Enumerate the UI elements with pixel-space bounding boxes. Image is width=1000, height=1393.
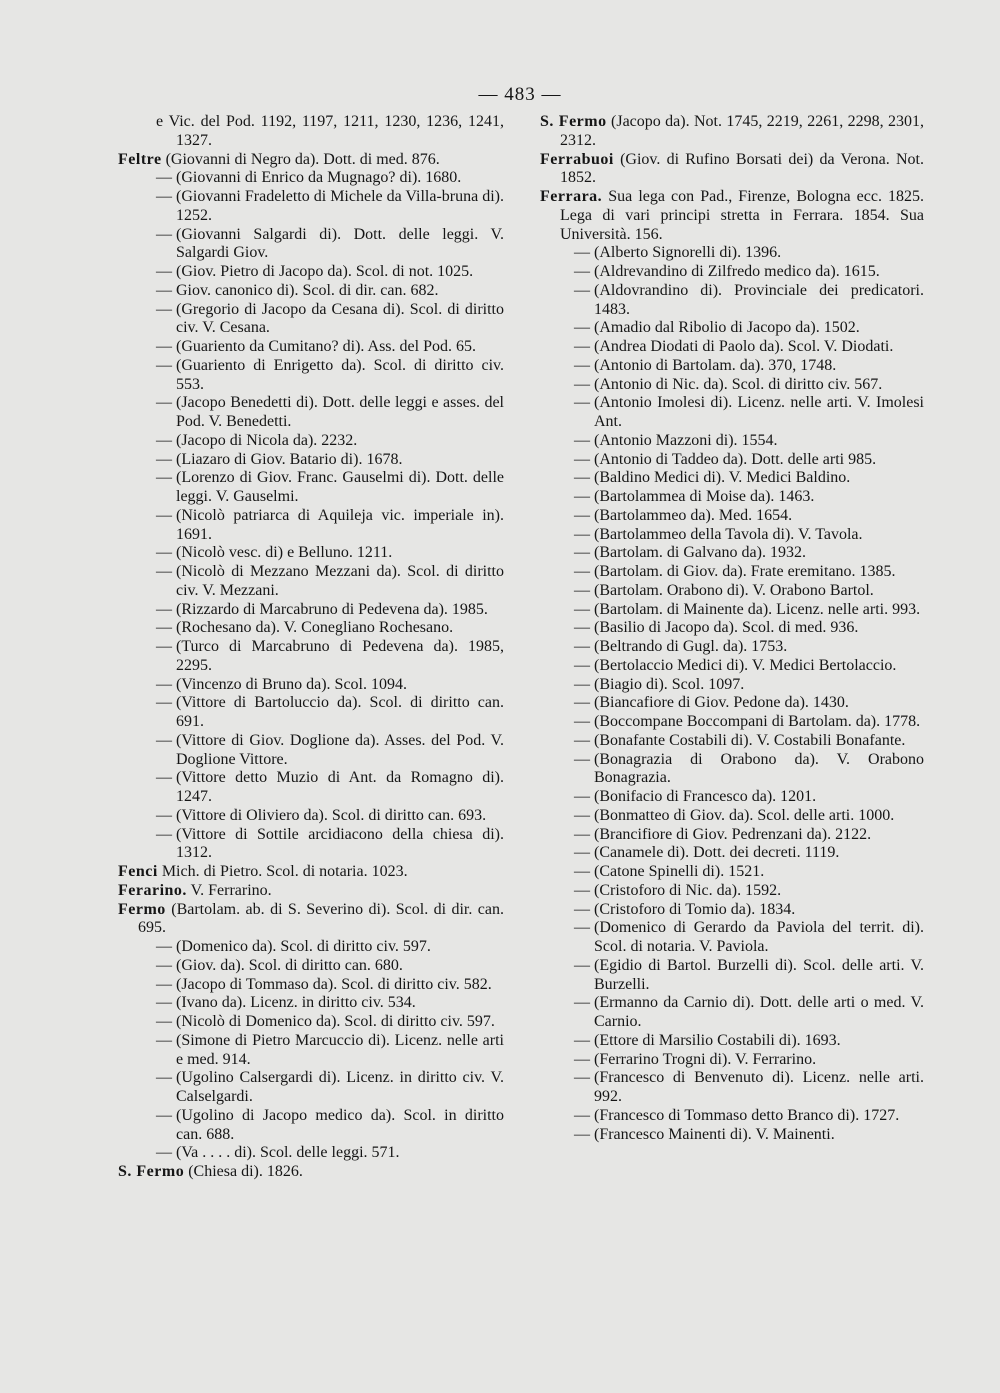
entry-headword: Ferrara. — [540, 188, 603, 205]
sub-entry — [118, 694, 504, 732]
sub-entry — [118, 544, 504, 563]
entry-text: (Jacopo Benedetti di). Dott. delle leggi e asses. del Pod. V. Benedetti. — [176, 394, 504, 430]
entry-text: (Antonio di Nic. da). Scol. di diritto civ. 567. — [594, 375, 883, 393]
sub-entry — [540, 826, 924, 845]
entry-dash: — — [156, 469, 172, 487]
sub-entry — [118, 807, 504, 826]
entry-dash: — — [156, 619, 172, 637]
entry-dash: — — [574, 825, 590, 843]
entry-dash: — — [156, 975, 172, 993]
entry-text: (Egidio di Bartol. Burzelli di). Scol. delle arti. V. Burzelli. — [594, 956, 924, 993]
main-entry — [118, 1163, 504, 1182]
sub-entry — [540, 563, 924, 582]
sub-entry — [540, 1107, 924, 1126]
entry-dash: — — [574, 619, 590, 637]
entry-text: (Rizzardo di Marcabruno di Pedevena da). 1985. — [176, 600, 488, 618]
entry-text: (Bartolam. di Giov. da). Frate eremitano. 1385. — [594, 563, 896, 580]
entry-dash: — — [156, 300, 172, 318]
sub-entry — [118, 676, 504, 695]
sub-entry — [540, 432, 924, 451]
sub-entry — [118, 282, 504, 301]
entry-dash: — — [574, 713, 590, 730]
entry-text: (Giov. Pietro di Jacopo da). Scol. di not. 1025. — [176, 263, 474, 280]
sub-entry — [118, 1032, 504, 1070]
entry-text: (Vittore di Oliviero da). Scol. di diritto can. 693. — [176, 806, 487, 824]
sub-entry — [540, 1069, 924, 1107]
entry-dash: — — [574, 319, 590, 337]
entry-text: (Giov. da). Scol. di diritto can. 680. — [176, 956, 403, 974]
entry-text: (Nicolò di Domenico da). Scol. di diritto civ. 597. — [176, 1013, 495, 1030]
entry-headword: Fenci — [118, 863, 158, 880]
sub-entry — [540, 694, 924, 713]
entry-dash: — — [574, 544, 590, 562]
sub-entry — [540, 657, 924, 676]
sub-entry — [118, 976, 504, 995]
sub-entry — [540, 713, 924, 732]
entry-dash: — — [156, 188, 172, 205]
sub-entry — [118, 957, 504, 976]
entry-dash: — — [574, 244, 590, 262]
entry-text: (Beltrando di Gugl. da). 1753. — [594, 638, 788, 655]
entry-dash: — — [574, 750, 590, 768]
entry-dash: — — [156, 356, 172, 374]
entry-dash: — — [574, 263, 590, 280]
entry-text: (Vittore di Sottile arcidiacono della chiesa di). 1312. — [176, 825, 504, 862]
entry-dash: — — [574, 488, 590, 505]
sub-entry — [540, 526, 924, 545]
entry-text: (Ermanno da Carnio di). Dott. delle arti o med. V. Carnio. — [594, 994, 924, 1030]
sub-entry — [118, 1013, 504, 1032]
entry-dash: — — [574, 1050, 590, 1068]
main-entry — [540, 188, 924, 244]
entry-text: (Gregorio di Jacopo da Cesana di). Scol. di diritto civ. V. Cesana. — [176, 300, 504, 337]
sub-entry — [118, 1144, 504, 1163]
entry-text: V. Ferrarino. — [190, 881, 272, 899]
entry-text: (Brancifiore di Giov. Pedrenzani da). 2122. — [594, 825, 872, 843]
entry-dash: — — [156, 638, 172, 655]
entry-dash: — — [156, 769, 172, 787]
entry-text: (Vittore di Bartoluccio da). Scol. di diritto can. 691. — [176, 694, 504, 730]
entry-text: (Guariento di Enrigetto da). Scol. di diritto civ. 553. — [176, 356, 504, 393]
sub-entry — [540, 619, 924, 638]
sub-entry — [540, 676, 924, 695]
entry-text: (Domenico di Gerardo da Paviola del territ. di). Scol. di notaria. V. Paviola. — [594, 919, 924, 955]
sub-entry — [118, 1107, 504, 1145]
entry-text: (Turco di Marcabruno di Pedevena da). 1985, 2295. — [176, 638, 504, 674]
entry-dash: — — [156, 675, 172, 693]
sub-entry — [540, 919, 924, 957]
entry-text: Giov. canonico di). Scol. di dir. can. 682. — [176, 281, 439, 299]
entry-dash: — — [574, 881, 590, 899]
entry-dash: — — [156, 938, 172, 955]
entry-dash: — — [574, 281, 590, 299]
entry-text: (Bonifacio di Francesco da). 1201. — [594, 788, 817, 805]
entry-dash: — — [574, 694, 590, 712]
entry-text: (Ugolino Calsergardi di). Licenz. in diritto civ. V. Calselgardi. — [176, 1069, 504, 1105]
entry-text: (Andrea Diodati di Paolo da). Scol. V. Diodati. — [594, 338, 894, 355]
sub-entry — [540, 544, 924, 563]
entry-text: (Liazaro di Giov. Batario di). 1678. — [176, 450, 403, 468]
entry-text: (Aldovrandino di). Provinciale dei predicatori. 1483. — [594, 281, 924, 318]
sub-entry — [540, 469, 924, 488]
entry-dash: — — [156, 169, 172, 187]
entry-dash: — — [574, 356, 590, 374]
sub-entry — [118, 169, 504, 188]
entry-dash: — — [574, 656, 590, 674]
entry-dash: — — [156, 263, 172, 280]
sub-entry — [540, 957, 924, 995]
sub-entry — [540, 582, 924, 601]
entry-dash: — — [574, 900, 590, 918]
entry-text: (Antonio Mazzoni di). 1554. — [594, 431, 778, 449]
sub-entry — [540, 732, 924, 751]
entry-text: (Lorenzo di Giov. Franc. Gauselmi di). Dott. delle leggi. V. Gauselmi. — [176, 469, 504, 505]
sub-entry — [118, 394, 504, 432]
entry-text: (Catone Spinelli di). 1521. — [594, 863, 765, 880]
main-entry — [540, 151, 924, 189]
entry-dash: — — [156, 338, 172, 355]
entry-text: (Ettore di Marsilio Costabili di). 1693. — [594, 1031, 841, 1049]
entry-dash: — — [156, 394, 172, 412]
entry-text: (Basilio di Jacopo da). Scol. di med. 936. — [594, 619, 859, 637]
entry-headword: Fermo — [118, 900, 166, 918]
entry-dash: — — [574, 1125, 590, 1143]
sub-entry — [540, 901, 924, 920]
entry-dash: — — [156, 506, 172, 524]
entry-dash: — — [156, 1031, 172, 1049]
sub-entry — [118, 188, 504, 226]
entry-text: (Biagio di). Scol. 1097. — [594, 675, 745, 693]
entry-text: (Bartolam. Orabono di). V. Orabono Bartol. — [594, 581, 874, 599]
entry-headword: S. Fermo — [118, 1163, 185, 1180]
entry-text: (Ugolino di Jacopo medico da). Scol. in diritto can. 688. — [176, 1106, 504, 1143]
sub-entry — [540, 1126, 924, 1145]
main-entry — [540, 113, 924, 151]
entry-text: (Bartolam. di Galvano da). 1932. — [594, 544, 806, 562]
sub-entry — [118, 338, 504, 357]
entry-dash: — — [574, 994, 590, 1012]
entry-text: (Bonagrazia di Orabono da). V. Orabono Bonagrazia. — [594, 750, 924, 787]
entry-dash: — — [574, 394, 590, 412]
entry-text: (Boccompane Boccompani di Bartolam. da). 1778. — [594, 713, 921, 730]
entry-text: (Alberto Signorelli di). 1396. — [594, 244, 782, 262]
entry-text: (Francesco di Benvenuto di). Licenz. nelle arti. 992. — [594, 1069, 924, 1105]
sub-entry — [118, 994, 504, 1013]
entry-dash: — — [156, 956, 172, 974]
sub-entry — [118, 507, 504, 545]
entry-text: (Jacopo da). Not. 1745, 2219, 2261, 2298, 2301, 2312. — [560, 113, 925, 149]
entry-text: (Antonio Imolesi di). Licenz. nelle arti. V. Imolesi Ant. — [594, 394, 924, 430]
entry-text: (Vittore detto Muzio di Ant. da Romagno di). 1247. — [176, 769, 504, 805]
entry-dash: — — [156, 1144, 172, 1162]
main-entry — [118, 863, 504, 882]
entry-text: (Vittore di Giov. Doglione da). Asses. del Pod. V. Doglione Vittore. — [176, 731, 504, 768]
entry-text: (Bertolaccio Medici di). V. Medici Bertolaccio. — [594, 656, 897, 674]
left-column — [118, 113, 504, 1182]
sub-entry — [540, 1051, 924, 1070]
sub-entry — [540, 263, 924, 282]
entry-dash: — — [156, 600, 172, 618]
entry-dash: — — [156, 694, 172, 712]
entry-text: (Francesco Mainenti di). V. Mainenti. — [594, 1125, 835, 1143]
entry-text: (Amadio dal Ribolio di Jacopo da). 1502. — [594, 319, 860, 337]
entry-headword: Feltre — [118, 150, 162, 168]
entry-text: (Antonio di Bartolam. da). 370, 1748. — [594, 356, 837, 374]
entry-text: (Biancafiore di Giov. Pedone da). 1430. — [594, 694, 849, 712]
entry-dash: — — [156, 225, 172, 243]
sub-entry — [118, 826, 504, 864]
sub-entry — [118, 226, 504, 264]
entry-dash: — — [156, 431, 172, 449]
entry-text: (Vincenzo di Bruno da). Scol. 1094. — [176, 675, 407, 693]
entry-text: Mich. di Pietro. Scol. di notaria. 1023. — [161, 863, 408, 880]
entry-dash: — — [574, 1106, 590, 1124]
main-entry — [118, 882, 504, 901]
entry-dash: — — [574, 863, 590, 880]
entry-dash: — — [574, 375, 590, 393]
sub-entry — [540, 601, 924, 620]
entry-dash: — — [574, 506, 590, 524]
entry-dash: — — [574, 1031, 590, 1049]
sub-entry — [540, 844, 924, 863]
sub-entry — [118, 938, 504, 957]
entry-headword: Ferrabuoi — [540, 150, 614, 168]
entry-text: (Ivano da). Licenz. in diritto civ. 534. — [176, 994, 416, 1012]
sub-entry — [540, 357, 924, 376]
entry-text: (Giovanni di Negro da). Dott. di med. 876. — [165, 150, 440, 168]
entry-dash: — — [574, 788, 590, 805]
entry-text: (Chiesa di). 1826. — [188, 1163, 303, 1180]
entry-text: (Baldino Medici di). V. Medici Baldino. — [594, 469, 851, 487]
entry-dash: — — [574, 844, 590, 862]
entry-text: (Domenico da). Scol. di diritto civ. 597. — [176, 938, 431, 955]
entry-text: (Giovanni Salgardi di). Dott. delle leggi. V. Salgardi Giov. — [176, 225, 504, 262]
entry-dash: — — [156, 1013, 172, 1030]
entry-dash: — — [574, 806, 590, 824]
entry-text: (Bartolammeo da). Med. 1654. — [594, 506, 793, 524]
entry-text: (Ferrarino Trogni di). V. Ferrarino. — [594, 1050, 817, 1068]
page-number: — 483 — — [478, 84, 562, 105]
sub-entry — [118, 432, 504, 451]
entry-text: (Antonio di Taddeo da). Dott. delle arti 985. — [594, 450, 877, 468]
sub-entry — [118, 769, 504, 807]
sub-entry — [540, 319, 924, 338]
entry-dash: — — [574, 525, 590, 543]
entry-dash: — — [574, 581, 590, 599]
entry-dash: — — [574, 919, 590, 937]
main-entry — [118, 901, 504, 939]
entry-dash: — — [156, 450, 172, 468]
entry-text: (Bonmatteo di Giov. da). Scol. delle arti. 1000. — [594, 806, 895, 824]
entry-dash: — — [574, 638, 590, 655]
entry-dash: — — [156, 544, 172, 562]
sub-entry — [540, 1032, 924, 1051]
entry-text: (Bartolam. ab. di S. Severino di). Scol. di dir. can. 695. — [138, 900, 505, 937]
continued-entry — [118, 113, 504, 151]
entry-dash: — — [574, 956, 590, 974]
sub-entry — [118, 451, 504, 470]
entry-text: Sua lega con Pad., Firenze, Bologna ecc. 1825. Lega di vari principi stretta in Ferrara. 1854. Sua Università. 156. — [560, 188, 925, 243]
entry-text: (Aldrevandino di Zilfredo medico da). 1615. — [594, 263, 880, 280]
main-entry — [118, 151, 504, 170]
sub-entry — [540, 863, 924, 882]
entry-dash: — — [574, 675, 590, 693]
entry-text: (Giovanni Fradeletto di Michele da Villa-bruna di). 1252. — [176, 188, 504, 224]
sub-entry — [118, 563, 504, 601]
sub-entry — [540, 807, 924, 826]
entry-dash: — — [574, 600, 590, 618]
sub-entry — [540, 994, 924, 1032]
entry-text: (Nicolò di Mezzano Mezzani da). Scol. di diritto civ. V. Mezzani. — [176, 563, 504, 599]
sub-entry — [540, 338, 924, 357]
sub-entry — [118, 301, 504, 339]
sub-entry — [118, 619, 504, 638]
entry-dash: — — [574, 1069, 590, 1087]
entry-text: (Nicolò patriarca di Aquileja vic. imperiale in). 1691. — [176, 506, 504, 543]
entry-dash: — — [156, 806, 172, 824]
entry-text: (Francesco di Tommaso detto Branco di). 1727. — [594, 1106, 900, 1124]
sub-entry — [118, 638, 504, 676]
entry-dash: — — [156, 1069, 172, 1087]
sub-entry — [540, 751, 924, 789]
entry-dash: — — [574, 450, 590, 468]
sub-entry — [540, 788, 924, 807]
entry-dash: — — [156, 731, 172, 749]
sub-entry — [540, 244, 924, 263]
entry-text: (Giov. di Rufino Borsati dei) da Verona. Not. 1852. — [560, 150, 925, 187]
sub-entry — [118, 1069, 504, 1107]
sub-entry — [540, 451, 924, 470]
sub-entry — [118, 263, 504, 282]
sub-entry — [118, 732, 504, 770]
entry-text: (Cristoforo di Nic. da). 1592. — [594, 881, 782, 899]
entry-headword: Ferarino. — [118, 881, 187, 899]
entry-text: (Bonafante Costabili di). V. Costabili Bonafante. — [594, 731, 906, 749]
entry-text: e Vic. del Pod. 1192, 1197, 1211, 1230, 1236, 1241, 1327. — [156, 113, 504, 149]
sub-entry — [540, 376, 924, 395]
sub-entry — [540, 488, 924, 507]
entry-text: (Guariento da Cumitano? di). Ass. del Pod. 65. — [176, 338, 476, 355]
sub-entry — [540, 282, 924, 320]
entry-text: (Va . . . . di). Scol. delle leggi. 571. — [176, 1144, 400, 1162]
entry-text: (Jacopo di Nicola da). 2232. — [176, 431, 358, 449]
entry-headword: S. Fermo — [540, 113, 607, 130]
sub-entry — [540, 882, 924, 901]
entry-dash: — — [574, 431, 590, 449]
entry-dash: — — [574, 469, 590, 487]
entry-dash: — — [156, 563, 172, 580]
entry-dash: — — [574, 563, 590, 580]
sub-entry — [540, 638, 924, 657]
sub-entry — [118, 357, 504, 395]
entry-text: (Canamele di). Dott. dei decreti. 1119. — [594, 844, 840, 862]
sub-entry — [118, 469, 504, 507]
entry-dash: — — [156, 1106, 172, 1124]
sub-entry — [540, 507, 924, 526]
sub-entry — [118, 601, 504, 620]
entry-dash: — — [156, 994, 172, 1012]
entry-dash: — — [574, 731, 590, 749]
entry-text: (Bartolammea di Moise da). 1463. — [594, 488, 815, 505]
entry-text: (Nicolò vesc. di) e Belluno. 1211. — [176, 544, 393, 562]
entry-dash: — — [574, 338, 590, 355]
entry-dash: — — [156, 281, 172, 299]
entry-text: (Bartolammeo della Tavola di). V. Tavola. — [594, 525, 863, 543]
entry-dash: — — [156, 825, 172, 843]
entry-text: (Rochesano da). V. Conegliano Rochesano. — [176, 619, 454, 637]
entry-text: (Jacopo di Tommaso da). Scol. di diritto civ. 582. — [176, 975, 492, 993]
sub-entry — [540, 394, 924, 432]
entry-text: (Bartolam. di Mainente da). Licenz. nelle arti. 993. — [594, 600, 921, 618]
entry-text: (Cristoforo di Tomio da). 1834. — [594, 900, 796, 918]
right-column — [540, 113, 924, 1144]
entry-text: (Giovanni di Enrico da Mugnago? di). 1680. — [176, 169, 462, 187]
entry-text: (Simone di Pietro Marcuccio di). Licenz. nelle arti e med. 914. — [176, 1031, 504, 1068]
